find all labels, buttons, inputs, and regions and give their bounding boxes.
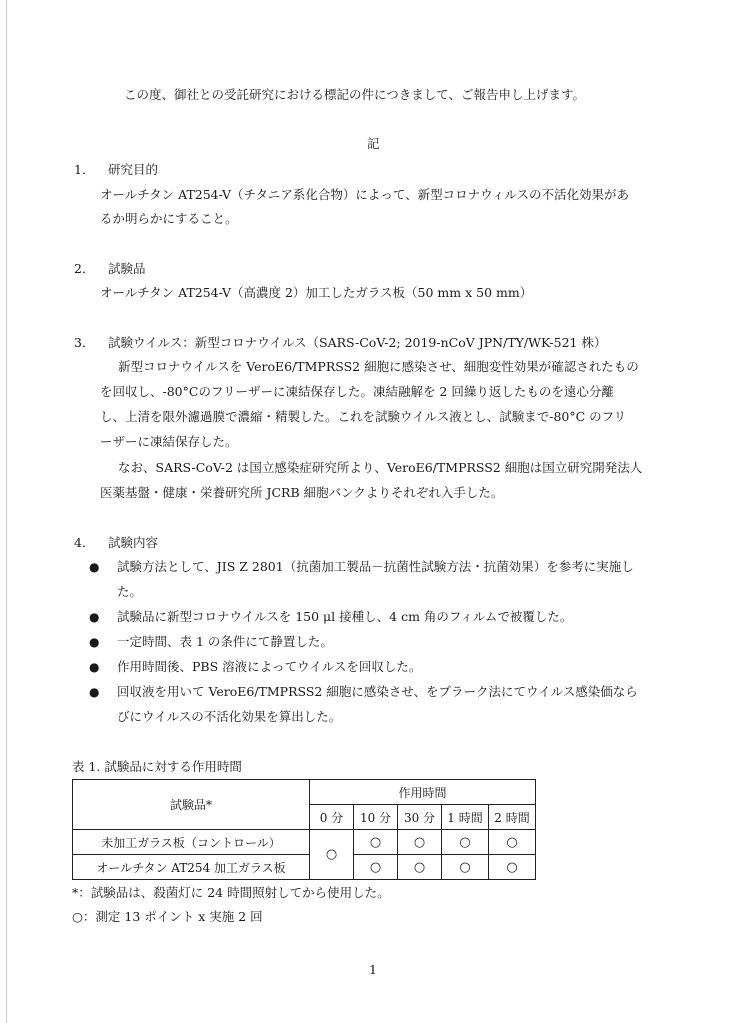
section-3-line: 医薬基盤・健康・栄養研究所 JCRB 細胞バンクよりそれぞれ入手した。 bbox=[100, 485, 504, 500]
mark-cell: ○ bbox=[354, 830, 398, 855]
section-3-line: 新型コロナウイルスを VeroE6/TMPRSS2 細胞に感染させ、細胞変性効果が確認されたもの bbox=[118, 359, 639, 374]
bullet-item-line: びにウイルスの不活化効果を算出した。 bbox=[117, 709, 342, 724]
shared-zero-mark: ○ bbox=[310, 830, 354, 880]
section-3-line: し、上清を限外濾過膜で濃縮・精製した。これを試験ウイルス液とし、試験まで-80°C のフリ bbox=[100, 409, 627, 424]
section-3-line: なお、SARS-CoV-2 は国立感染症研究所より、VeroE6/TMPRSS2 細胞は国立研究開発法人 bbox=[118, 460, 643, 475]
section-title: 試験内容 bbox=[108, 535, 159, 550]
bullet-icon: ● bbox=[89, 660, 100, 674]
section-title: 試験品 bbox=[108, 261, 146, 276]
table-row bbox=[73, 830, 536, 855]
header-sample-cell: 試験品* bbox=[73, 780, 310, 830]
bullet-icon: ● bbox=[89, 560, 100, 574]
header-time-cell: 作用時間 bbox=[310, 780, 536, 805]
mark-cell: ○ bbox=[489, 855, 536, 880]
section-3-line: を回収し、-80°Cのフリーザーに凍結保存した。凍結融解を 2 回繰り返したものを遠心分離 bbox=[100, 384, 614, 399]
bullet-item-line: 回収液を用いて VeroE6/TMPRSS2 細胞に感染させ、をプラーク法にてウイルス感染価なら bbox=[117, 684, 638, 699]
mark-cell: ○ bbox=[442, 830, 489, 855]
section-2-line: オールチタン AT254-V（高濃度 2）加工したガラス板（50 mm x 50 mm） bbox=[100, 285, 533, 300]
section-title: 研究目的 bbox=[108, 162, 159, 177]
section-number: 3． bbox=[74, 335, 95, 350]
bullet-icon: ● bbox=[89, 635, 100, 649]
mark-cell: ○ bbox=[398, 855, 442, 880]
time-column-header: 2 時間 bbox=[489, 805, 536, 830]
conditions-table bbox=[72, 779, 536, 880]
bullet-icon: ● bbox=[89, 610, 100, 624]
table-row bbox=[73, 855, 536, 880]
row-label: 未加工ガラス板（コントロール） bbox=[73, 830, 310, 855]
time-column-header: 10 分 bbox=[354, 805, 398, 830]
section-4-heading bbox=[74, 534, 158, 552]
section-title: 試験ウイルス：新型コロナウイルス（SARS-CoV-2; 2019-nCoV JPN/TY/WK-521 株） bbox=[108, 335, 607, 350]
table-caption: 表 1. 試験品に対する作用時間 bbox=[72, 759, 242, 774]
row-label: オールチタン AT254 加工ガラス板 bbox=[73, 855, 310, 880]
bullet-item-line: 作用時間後、PBS 溶液によってウイルスを回収した。 bbox=[117, 659, 422, 674]
page-edge-line bbox=[6, 0, 7, 1023]
section-2-heading bbox=[74, 260, 146, 278]
section-number: 4． bbox=[74, 535, 95, 550]
table-header-row bbox=[73, 780, 536, 805]
table-footnote: *：試験品は、殺菌灯に 24 時間照射してから使用した。 bbox=[72, 885, 390, 900]
table-footnote: ○：測定 13 ポイント x 実施 2 回 bbox=[72, 909, 263, 924]
section-1-line: オールチタン AT254-V（チタニア系化合物）によって、新型コロナウィルスの不活化効果があ bbox=[100, 187, 629, 202]
mark-cell: ○ bbox=[398, 830, 442, 855]
bullet-item-line: 試験品に新型コロナウイルスを 150 μl 接種し、4 cm 角のフィルムで被覆した。 bbox=[117, 609, 573, 624]
section-number: 1． bbox=[74, 162, 95, 177]
section-number: 2． bbox=[74, 261, 95, 276]
intro-text: この度、御社との受託研究における標記の件につきまして、ご報告申し上げます。 bbox=[124, 87, 586, 102]
time-column-header: 1 時間 bbox=[442, 805, 489, 830]
mark-cell: ○ bbox=[354, 855, 398, 880]
bullet-icon: ● bbox=[89, 685, 100, 699]
section-3-line: ーザーに凍結保存した。 bbox=[100, 434, 238, 449]
section-3-heading bbox=[74, 334, 606, 352]
page-number: 1 bbox=[369, 962, 377, 977]
mark-cell: ○ bbox=[489, 830, 536, 855]
section-1-heading bbox=[74, 161, 158, 179]
time-column-header: 30 分 bbox=[398, 805, 442, 830]
mark-cell: ○ bbox=[442, 855, 489, 880]
time-column-header: 0 分 bbox=[310, 805, 354, 830]
bullet-item-line: た。 bbox=[117, 584, 143, 599]
bullet-item-line: 試験方法として、JIS Z 2801（抗菌加工製品－抗菌性試験方法・抗菌効果）を参考に実施し bbox=[117, 559, 634, 574]
section-1-line: るか明らかにすること。 bbox=[100, 211, 238, 226]
ki-heading: 記 bbox=[367, 136, 380, 151]
bullet-item-line: 一定時間、表 1 の条件にて静置した。 bbox=[117, 634, 333, 649]
